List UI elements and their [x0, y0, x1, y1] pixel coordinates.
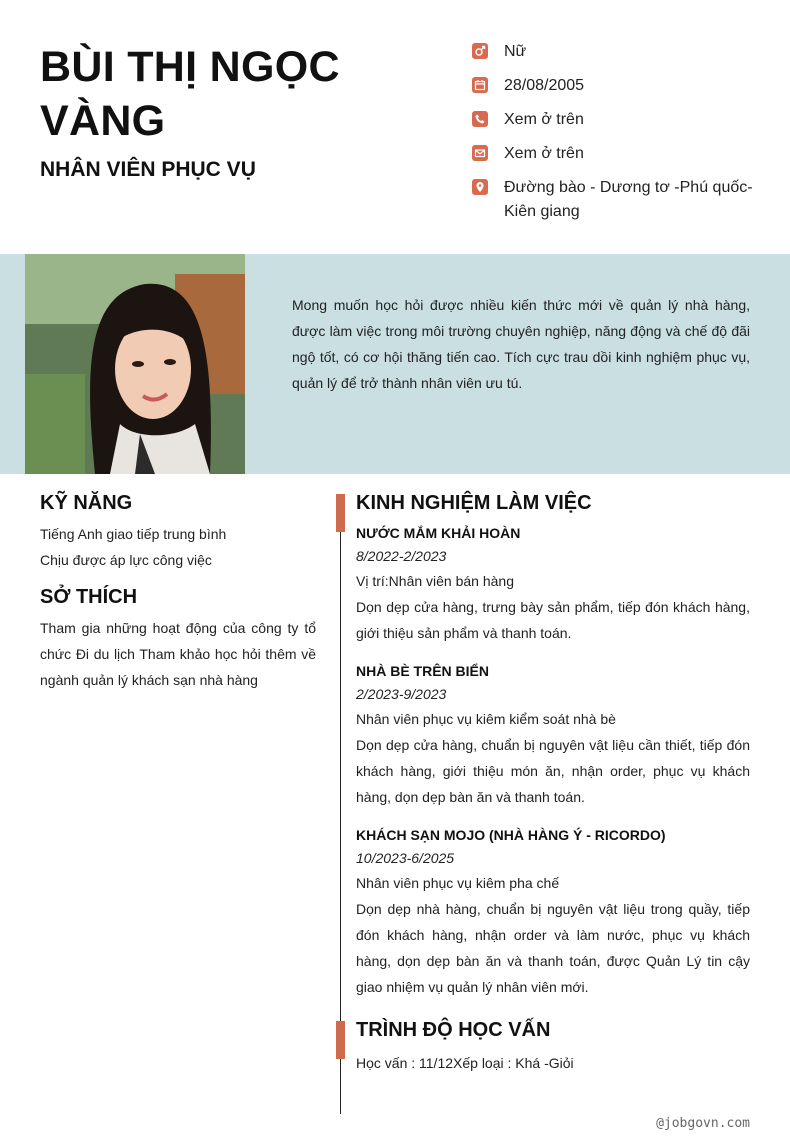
job-date: 10/2023-6/2025 [356, 850, 455, 866]
email-value: Xem ở trên [504, 145, 584, 162]
contact-info [472, 40, 762, 234]
career-objective: Mong muốn học hỏi được nhiều kiến thức mới về quản lý nhà hàng, được làm việc trong môi trường chuyên nghiệp, năng động và chế độ đãi ngộ tốt, có cơ hội thăng tiến cao. Tích cực trau dồi kinh nghiệm phục vụ, quản lý để trở thành nhân viên ưu tú. [292, 297, 750, 391]
education-section [356, 1019, 750, 1076]
location-pin-icon [472, 179, 488, 195]
watermark: @jobgovn.com [656, 1116, 750, 1131]
contact-address [472, 176, 762, 224]
education-title: TRÌNH ĐỘ HỌC VẤN [356, 1019, 551, 1041]
job-entry [356, 660, 750, 810]
hobbies-text: Tham gia những hoạt động của công ty tổ chức Đi du lịch Tham khảo học hỏi thêm về ngành quản lý khách sạn nhà hàng [40, 620, 316, 688]
calendar-icon [472, 77, 488, 93]
profile-photo [25, 254, 245, 474]
email-icon [472, 145, 488, 161]
job-description: Dọn dẹp nhà hàng, chuẩn bị nguyên vật liệu trong quầy, tiếp đón khách hàng, nhận order và làm nước, phục vụ khách hàng, dọn dẹp bàn ăn và thanh toán, được Quản Lý tin cậy giao nhiệm vụ quản lý nhân viên mới. [356, 901, 750, 995]
job-date: 2/2023-9/2023 [356, 686, 447, 702]
phone-value: Xem ở trên [504, 111, 584, 128]
education-text: Học vấn : 11/12Xếp loại : Khá -Giỏi [356, 1055, 574, 1071]
candidate-name: BÙI THỊ NGỌC VÀNG [40, 43, 340, 145]
job-title: NHÂN VIÊN PHỤC VỤ [40, 158, 256, 181]
skill-item: Tiếng Anh giao tiếp trung bình [40, 526, 227, 542]
skills-list [40, 521, 320, 573]
experience-marker [336, 494, 345, 532]
phone-icon [472, 111, 488, 127]
job-description: Dọn dẹp cửa hàng, chuẩn bị nguyên vật liệu cần thiết, tiếp đón khách hàng, giới thiệu món ăn, nhận order, phục vụ khách hàng, dọn dẹp bàn ăn và thanh toán. [356, 737, 750, 805]
birthday-value: 28/08/2005 [504, 77, 585, 94]
job-company: NƯỚC MẮM KHẢI HOÀN [356, 525, 521, 541]
contact-gender [472, 40, 762, 64]
hobbies-title: SỞ THÍCH [40, 586, 138, 608]
gender-icon [472, 43, 488, 59]
education-marker [336, 1021, 345, 1059]
experience-title: KINH NGHIỆM LÀM VIỆC [356, 492, 592, 514]
job-description: Dọn dẹp cửa hàng, trưng bày sản phẩm, tiếp đón khách hàng, giới thiệu sản phẩm và thanh toán. [356, 599, 750, 641]
skill-item: Chịu được áp lực công việc [40, 552, 212, 568]
contact-email [472, 142, 762, 166]
job-position: Nhân viên phục vụ kiêm pha chế [356, 875, 560, 891]
job-date: 8/2022-2/2023 [356, 548, 447, 564]
job-entry [356, 824, 750, 1000]
job-entry [356, 522, 750, 646]
job-company: KHÁCH SẠN MOJO (NHÀ HÀNG Ý - RICORDO) [356, 827, 666, 843]
skills-title: KỸ NĂNG [40, 492, 133, 514]
address-value: Đường bào - Dương tơ -Phú quốc- Kiên giang [504, 179, 753, 220]
job-position: Vị trí:Nhân viên bán hàng [356, 573, 514, 589]
contact-phone [472, 108, 762, 132]
experience-section [356, 492, 750, 1000]
contact-birthday [472, 74, 762, 98]
job-position: Nhân viên phục vụ kiêm kiểm soát nhà bè [356, 711, 616, 727]
job-company: NHÀ BÈ TRÊN BIỂN [356, 663, 490, 679]
gender-value: Nữ [504, 43, 527, 60]
